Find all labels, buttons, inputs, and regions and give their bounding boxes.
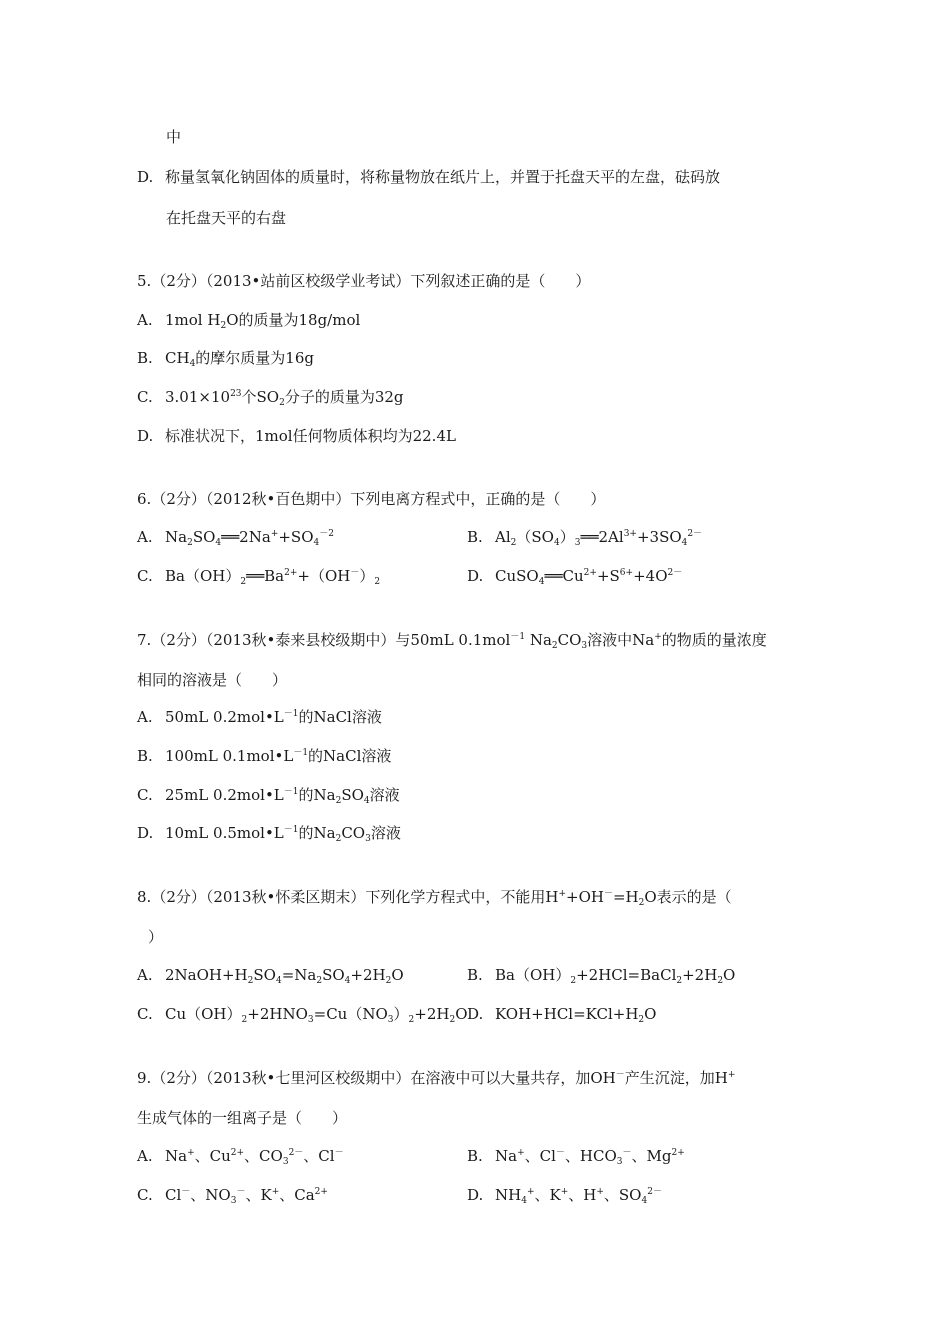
q8-option-a: A. $2NaOH+H_2SO_4=Na_2SO_4+2H_2O$ (137, 966, 404, 986)
q5-option-b: B. $CH_4$的摩尔质量为16g (137, 349, 314, 369)
q5-option-d: D. 标准状况下，1mol任何物质体积均为22.4L (137, 427, 456, 445)
q8-option-b: B. $Ba(OH)_2+2HCl=BaCl_2+2H_2O$ (467, 966, 736, 986)
q6-option-b: B. $Al_2(SO_4)_3══2Al^{3+}+3SO_4^{2-}$ (467, 528, 703, 548)
q8-option-d: D. $KOH+HCl=KCl+H_2O$ (467, 1005, 657, 1025)
q8-option-c: C. $Cu(OH)_2+2HNO_3=Cu(NO_3)_2+2H_2O$ (137, 1005, 468, 1025)
q4-option-c-continuation: 中 (166, 128, 182, 146)
q8-stem-line1: 8.（2分）（2013秋•怀柔区期末）下列化学方程式中，不能用$H^++OH^-=H_2O$表示的是（ (137, 888, 732, 908)
q7-stem-line2: 相同的溶液是（ ） (137, 671, 288, 689)
q9-stem-line2: 生成气体的一组离子是（ ） (137, 1109, 348, 1127)
q6-option-a: A. $Na_2SO_4══2Na^++SO_4^{-2}$ (137, 528, 334, 548)
q4-option-d: D. 称量氢氧化钠固体的质量时，将称量物放在纸片上，并置于托盘天平的左盘，砝码放 (137, 168, 721, 186)
q9-option-c: C. Cl－、$NO_3^-$、K+、$Ca^{2+}$ (137, 1186, 328, 1206)
q6-option-c: C. $Ba(OH)_2══Ba^{2+}+(OH^-)_2$ (137, 567, 381, 587)
q7-option-c: C. 25mL $0.2mol•L^{-1}$的$Na_2SO_4$溶液 (137, 786, 400, 806)
q6-option-d: D. $CuSO_4══Cu^{2+}+S^{6+}+4O^{2-}$ (467, 567, 683, 587)
q5-option-c: C. $3.01\times 10^{23}$个$SO_2$分子的质量为32g (137, 388, 404, 408)
q7-option-b: B. 100mL $0.1mol•L^{-1}$的NaCl溶液 (137, 747, 392, 765)
q6-stem: 6.（2分）（2012秋•百色期中）下列电离方程式中，正确的是（ ） (137, 490, 606, 508)
q9-option-d: D. $NH_4^+$、K+、H+、$SO_4^{2-}$ (467, 1186, 662, 1206)
q9-option-b: B. Na+、Cl－、$HCO_3^-$、$Mg^{2+}$ (467, 1147, 685, 1167)
q4-option-d-continuation: 在托盘天平的右盘 (166, 209, 287, 227)
q7-stem-line1: 7.（2分）（2013秋•泰来县校级期中）与50mL 0.1mol$^{-1}$ $Na_2CO_3$溶液中Na+的物质的量浓度 (137, 631, 767, 651)
q9-stem-line1: 9.（2分）（2013秋•七里河区校级期中）在溶液中可以大量共存，加OH－产生沉淀，加H+ (137, 1069, 736, 1087)
q8-stem-line2: ） (148, 928, 164, 946)
q5-stem: 5.（2分）（2013•站前区校级学业考试）下列叙述正确的是（ ） (137, 272, 591, 290)
q9-option-a: A. Na+、$Cu^{2+}$、$CO_3^{2-}$、Cl－ (137, 1147, 344, 1167)
q7-option-d: D. 10mL $0.5mol•L^{-1}$的$Na_2CO_3$溶液 (137, 824, 401, 844)
q5-option-a: A. 1mol $H_2O$的质量为18g/mol (137, 311, 361, 331)
q7-option-a: A. 50mL $0.2mol•L^{-1}$的NaCl溶液 (137, 708, 382, 726)
